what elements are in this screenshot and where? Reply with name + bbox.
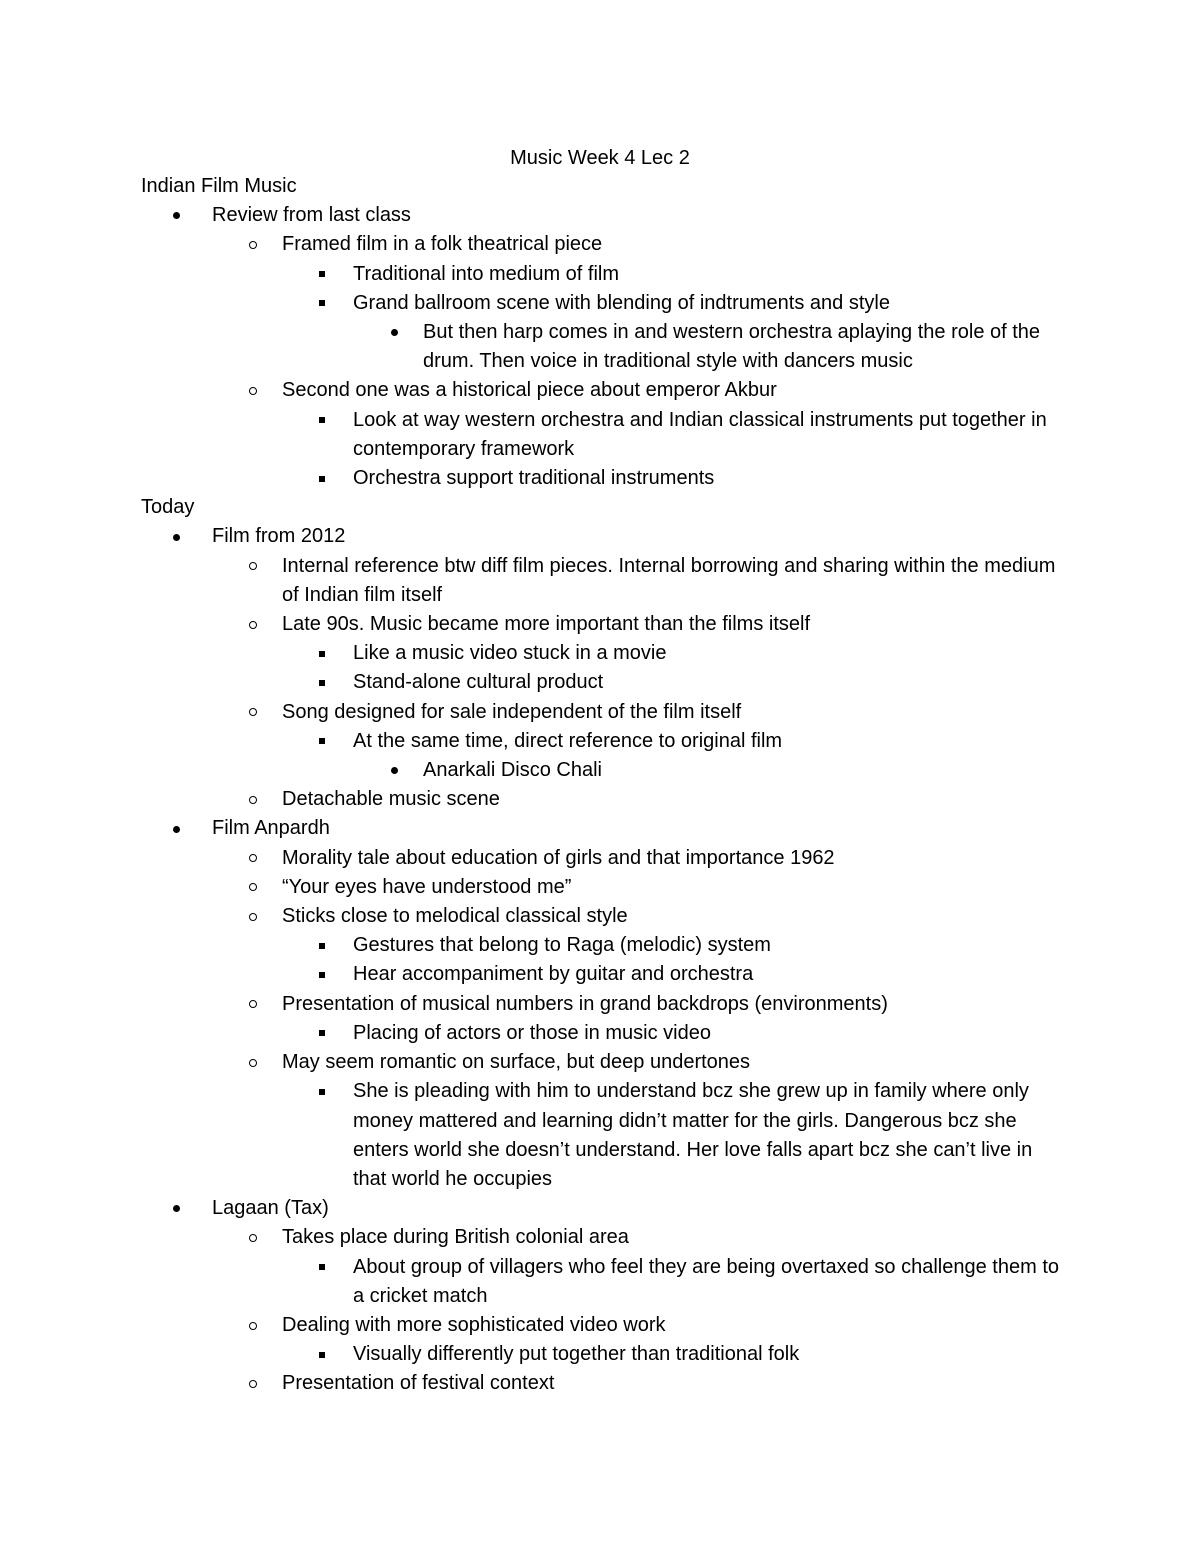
ring-bullet-icon xyxy=(249,796,257,804)
square-bullet-icon xyxy=(319,943,325,949)
list-item xyxy=(141,1253,1061,1311)
bullet-marker xyxy=(319,1253,325,1282)
list-item-text: But then harp comes in and western orchestra aplaying the role of the drum. Then voice in traditional style with dancers music xyxy=(423,321,1041,373)
bullet-marker xyxy=(249,1223,257,1252)
list-item xyxy=(141,1048,1061,1077)
list-item xyxy=(141,785,1061,814)
bullet-marker xyxy=(173,201,180,230)
bullet-marker xyxy=(249,698,257,727)
list-item-text: Orchestra support traditional instruments xyxy=(353,467,715,490)
bullet-marker xyxy=(391,756,398,785)
bullet-marker xyxy=(249,1311,257,1340)
bullet-marker xyxy=(319,931,325,960)
bullet-marker xyxy=(319,464,325,493)
ring-bullet-icon xyxy=(249,1000,257,1008)
list-item xyxy=(141,1311,1061,1340)
list-item-text: Placing of actors or those in music video xyxy=(353,1021,711,1044)
list-item-text: Hear accompaniment by guitar and orchestra xyxy=(353,963,754,986)
section-heading: Indian Film Music xyxy=(141,175,297,197)
dot-bullet-icon xyxy=(173,534,180,541)
square-bullet-icon xyxy=(319,1089,325,1095)
list-item xyxy=(141,1223,1061,1252)
bullet-marker xyxy=(249,990,257,1019)
list-item xyxy=(141,1077,1061,1194)
list-item xyxy=(141,406,1061,464)
bullet-marker xyxy=(319,1340,325,1369)
list-item-text: Late 90s. Music became more important than the films itself xyxy=(282,613,811,636)
square-bullet-icon xyxy=(319,1264,325,1270)
bullet-marker xyxy=(319,406,325,435)
square-bullet-icon xyxy=(319,972,325,978)
bullet-marker xyxy=(249,230,257,259)
ring-bullet-icon xyxy=(249,1380,257,1388)
list-item xyxy=(141,230,1061,259)
list-item-text: Framed film in a folk theatrical piece xyxy=(282,233,603,256)
square-bullet-icon xyxy=(319,271,325,277)
square-bullet-icon xyxy=(319,1352,325,1358)
list-item xyxy=(141,1194,1061,1223)
list-item xyxy=(141,668,1061,697)
ring-bullet-icon xyxy=(249,387,257,395)
list-item xyxy=(141,990,1061,1019)
section-heading: Today xyxy=(141,496,195,519)
bullet-marker xyxy=(319,960,325,989)
bullet-marker xyxy=(249,610,257,639)
bullet-marker xyxy=(249,873,257,902)
square-bullet-icon xyxy=(319,476,325,482)
list-item-text: Traditional into medium of film xyxy=(353,262,620,285)
list-item-text: Gestures that belong to Raga (melodic) system xyxy=(353,934,771,957)
list-item xyxy=(141,756,1061,785)
dot-bullet-icon xyxy=(391,767,398,774)
ring-bullet-icon xyxy=(249,913,257,921)
list-item-text: Internal reference btw diff film pieces. Internal borrowing and sharing within the medium of Indian film itself xyxy=(282,554,1056,606)
list-item xyxy=(141,289,1061,318)
list-item-text: Morality tale about education of girls and that importance 1962 xyxy=(282,846,835,869)
bullet-marker xyxy=(319,1019,325,1048)
bullet-marker xyxy=(319,727,325,756)
ring-bullet-icon xyxy=(249,241,257,249)
bullet-marker xyxy=(319,668,325,697)
square-bullet-icon xyxy=(319,300,325,306)
list-item-text: She is pleading with him to understand bcz she grew up in family where only money mattered and learning didn’t matter for the girls. Dangerous bcz she enters world she doesn’t understand. Her love falls apart bcz she can’t live in that world he occupies xyxy=(353,1080,1033,1190)
list-item-text: Presentation of festival context xyxy=(282,1372,555,1395)
list-item xyxy=(141,698,1061,727)
dot-bullet-icon xyxy=(391,329,398,336)
list-item-text: Takes place during British colonial area xyxy=(282,1226,629,1249)
list-item xyxy=(141,814,1061,843)
bullet-marker xyxy=(173,1194,180,1223)
square-bullet-icon xyxy=(319,1030,325,1036)
bullet-marker xyxy=(319,1077,325,1106)
dot-bullet-icon xyxy=(173,826,180,833)
list-item-text: Sticks close to melodical classical style xyxy=(282,905,628,928)
bullet-marker xyxy=(319,260,325,289)
bullet-marker xyxy=(249,785,257,814)
ring-bullet-icon xyxy=(249,562,257,570)
list-item-text: Grand ballroom scene with blending of indtruments and style xyxy=(353,291,890,314)
list-item-text: Stand-alone cultural product xyxy=(353,671,604,694)
bullet-marker xyxy=(249,552,257,581)
bullet-marker xyxy=(249,902,257,931)
list-item xyxy=(141,464,1061,493)
square-bullet-icon xyxy=(319,417,325,423)
list-item xyxy=(141,1340,1061,1369)
bullet-marker xyxy=(173,522,180,551)
bullet-marker xyxy=(249,376,257,405)
list-item xyxy=(141,960,1061,989)
list-item xyxy=(141,201,1061,230)
ring-bullet-icon xyxy=(249,621,257,629)
list-item xyxy=(141,610,1061,639)
list-item xyxy=(141,1019,1061,1048)
square-bullet-icon xyxy=(319,680,325,686)
ring-bullet-icon xyxy=(249,1234,257,1242)
notes-body xyxy=(141,172,1061,1399)
list-item xyxy=(141,902,1061,931)
list-item xyxy=(141,844,1061,873)
dot-bullet-icon xyxy=(173,212,180,219)
bullet-marker xyxy=(173,814,180,843)
list-item-text: Presentation of musical numbers in grand backdrops (environments) xyxy=(282,992,888,1015)
list-item-text: Review from last class xyxy=(212,204,411,227)
list-item xyxy=(141,318,1061,376)
list-item-text: Look at way western orchestra and Indian classical instruments put together in contemporary framework xyxy=(353,408,1047,460)
bullet-marker xyxy=(249,1369,257,1398)
ring-bullet-icon xyxy=(249,1059,257,1067)
list-item-text: “Your eyes have understood me” xyxy=(282,875,572,898)
list-item xyxy=(141,639,1061,668)
bullet-marker xyxy=(319,289,325,318)
list-item-text: Visually differently put together than traditional folk xyxy=(353,1343,800,1366)
list-item-text: Song designed for sale independent of the film itself xyxy=(282,700,742,723)
list-item-text: Second one was a historical piece about emperor Akbur xyxy=(282,379,777,402)
list-item-text: Film Anpardh xyxy=(212,817,330,840)
ring-bullet-icon xyxy=(249,708,257,716)
list-item xyxy=(141,376,1061,405)
ring-bullet-icon xyxy=(249,883,257,891)
list-item xyxy=(141,552,1061,610)
list-item-text: Film from 2012 xyxy=(212,525,346,548)
square-bullet-icon xyxy=(319,738,325,744)
list-item-text: Dealing with more sophisticated video work xyxy=(282,1313,666,1336)
list-item-text: Like a music video stuck in a movie xyxy=(353,642,667,665)
bullet-marker xyxy=(319,639,325,668)
list-item-text: May seem romantic on surface, but deep undertones xyxy=(282,1051,751,1074)
bullet-marker xyxy=(249,1048,257,1077)
list-item xyxy=(141,522,1061,551)
bullet-marker xyxy=(249,844,257,873)
square-bullet-icon xyxy=(319,651,325,657)
list-item xyxy=(141,1369,1061,1398)
dot-bullet-icon xyxy=(173,1205,180,1212)
list-item xyxy=(141,260,1061,289)
list-item xyxy=(141,727,1061,756)
page-title: Music Week 4 Lec 2 xyxy=(510,147,690,169)
list-item xyxy=(141,873,1061,902)
list-item-text: Lagaan (Tax) xyxy=(212,1197,329,1220)
ring-bullet-icon xyxy=(249,854,257,862)
list-item-text: About group of villagers who feel they are being overtaxed so challenge them to a cricket match xyxy=(353,1255,1059,1307)
list-item-text: At the same time, direct reference to original film xyxy=(353,729,783,752)
list-item xyxy=(141,931,1061,960)
bullet-marker xyxy=(391,318,398,347)
list-item-text: Detachable music scene xyxy=(282,788,500,811)
list-item-text: Anarkali Disco Chali xyxy=(423,759,602,782)
ring-bullet-icon xyxy=(249,1322,257,1330)
